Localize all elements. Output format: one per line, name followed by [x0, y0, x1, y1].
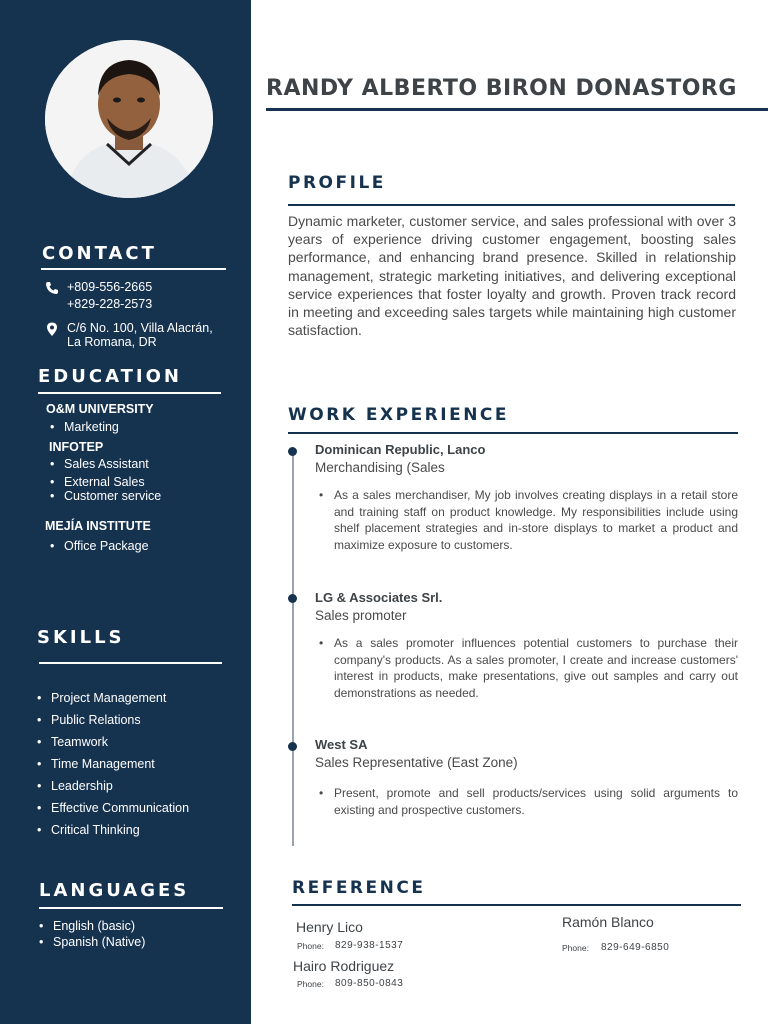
- reference-phone-label: Phone:: [562, 943, 589, 953]
- skill-item: • Time Management: [51, 753, 189, 775]
- skills-list: [51, 687, 189, 841]
- job-role: Sales promoter: [315, 608, 407, 623]
- avatar-icon: [45, 40, 213, 198]
- skill-item: • Project Management: [51, 687, 189, 709]
- skill-item: • Critical Thinking: [51, 819, 189, 841]
- job-description: • As a sales merchandiser, My job involves creating displays in a retail store and training staff on product knowledge. My responsibilities include using shelf placement strategies and in-store displays to market a product and maximize exposure to customers.: [334, 487, 738, 553]
- phone-icon: [45, 281, 59, 295]
- job-description: • As a sales promoter influences potential customers to purchase their company's products. As a sales promoter, I create and increase customers' interest in products, make presentations, give out samples and carry out demonstrations as needed.: [334, 635, 738, 701]
- profile-summary: Dynamic marketer, customer service, and sales professional with over 3 years of experience driving customer engagement, boosting sales performance, and enhancing brand presence. Skilled in relationship management, strategic marketing initiatives, and delivering exceptional service experiences that foster loyalty and growth. Proven track record in meeting and exceeding sales targets while maintaining high customer satisfaction.: [288, 213, 736, 339]
- education-course: • External Sales: [64, 475, 145, 489]
- reference-phone-label: Phone:: [297, 979, 324, 989]
- reference-name: Hairo Rodriguez: [293, 958, 395, 974]
- candidate-name: RANDY ALBERTO BIRON DONASTORG: [266, 76, 737, 101]
- reference-divider: [292, 904, 741, 906]
- phone-number-2[interactable]: +829-228-2573: [67, 297, 153, 311]
- language-item: • Spanish (Native): [53, 934, 145, 950]
- phone-number-1[interactable]: +809-556-2665: [67, 280, 153, 294]
- reference-phone[interactable]: 829-938-1537: [335, 940, 404, 951]
- languages-divider: [39, 907, 223, 909]
- reference-phone[interactable]: 829-649-6850: [601, 942, 670, 953]
- job-company: LG & Associates Srl.: [315, 590, 443, 605]
- job-description: • Present, promote and sell products/services using solid arguments to existing and prospective customers.: [334, 785, 738, 818]
- skill-item: • Public Relations: [51, 709, 189, 731]
- job-company: Dominican Republic, Lanco: [315, 442, 486, 457]
- education-course: • Marketing: [64, 420, 119, 434]
- address-line-1: C/6 No. 100, Villa Alacrán,: [67, 321, 213, 335]
- contact-divider: [41, 268, 226, 270]
- sidebar: [0, 0, 251, 1024]
- job-role: Sales Representative (East Zone): [315, 755, 518, 770]
- reference-phone[interactable]: 809-850-0843: [335, 978, 404, 989]
- education-title: EDUCATION: [38, 366, 182, 387]
- profile-photo: [45, 40, 213, 198]
- skills-title: SKILLS: [37, 627, 125, 648]
- reference-phone-label: Phone:: [297, 941, 324, 951]
- name-divider: [266, 108, 768, 111]
- profile-title: PROFILE: [288, 173, 386, 193]
- skill-item: • Leadership: [51, 775, 189, 797]
- skills-divider: [39, 662, 222, 664]
- timeline-dot: [288, 742, 297, 751]
- skill-item: • Teamwork: [51, 731, 189, 753]
- location-pin-icon: [45, 322, 59, 336]
- languages-list: [53, 918, 145, 950]
- work-experience-title: WORK EXPERIENCE: [288, 405, 510, 425]
- education-institution: MEJÍA INSTITUTE: [45, 519, 151, 533]
- job-role: Merchandising (Sales: [315, 460, 445, 475]
- education-course: • Customer service: [64, 489, 161, 503]
- timeline-line: [292, 450, 294, 846]
- education-institution: O&M UNIVERSITY: [46, 402, 154, 416]
- timeline-dot: [288, 594, 297, 603]
- education-institution: INFOTEP: [49, 440, 104, 454]
- reference-title: REFERENCE: [292, 878, 426, 898]
- languages-title: LANGUAGES: [39, 880, 190, 901]
- education-divider: [38, 392, 221, 394]
- reference-name: Henry Lico: [296, 919, 363, 935]
- education-course: • Office Package: [64, 539, 149, 553]
- work-divider: [288, 432, 738, 434]
- address-line-2: La Romana, DR: [67, 335, 157, 349]
- job-company: West SA: [315, 737, 368, 752]
- skill-item: • Effective Communication: [51, 797, 189, 819]
- language-item: • English (basic): [53, 918, 145, 934]
- reference-name: Ramón Blanco: [562, 914, 654, 930]
- contact-title: CONTACT: [42, 243, 157, 264]
- education-course: • Sales Assistant: [64, 457, 149, 471]
- profile-divider: [288, 204, 735, 206]
- timeline-dot: [288, 447, 297, 456]
